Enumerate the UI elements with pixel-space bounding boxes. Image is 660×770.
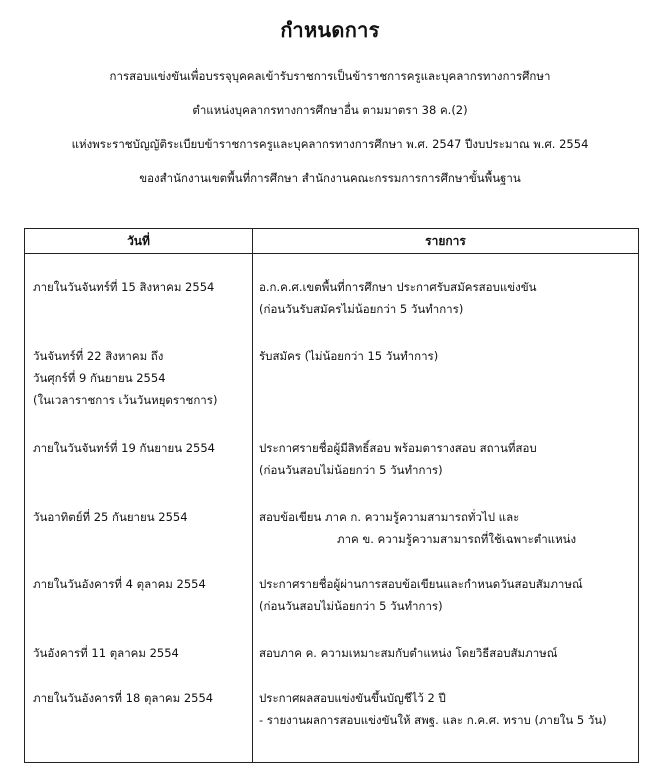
date-line: ภายในวันจันทร์ที่ 15 สิงหาคม 2554 xyxy=(33,280,215,294)
item-cell xyxy=(259,345,634,367)
date-line: ภายในวันจันทร์ที่ 19 กันยายน 2554 xyxy=(33,441,215,455)
date-line: วันศุกร์ที่ 9 กันยายน 2554 xyxy=(33,371,166,385)
header-item: รายการ xyxy=(425,234,466,248)
item-line: (ก่อนวันรับสมัครไม่น้อยกว่า 5 วันทำการ) xyxy=(259,302,464,316)
date-line: ภายในวันอังคารที่ 18 ตุลาคม 2554 xyxy=(33,691,214,705)
subtitle-line-1: การสอบแข่งขันเพื่อบรรจุบุคคลเข้ารับราชการเป็นข้าราชการครูและบุคลากรทางการศึกษา xyxy=(109,69,551,83)
item-line: สอบข้อเขียน ภาค ก. ความรู้ความสามารถทั่วไป และ xyxy=(259,510,520,524)
item-cell xyxy=(259,642,634,664)
item-line: ประกาศรายชื่อผู้มีสิทธิ์สอบ พร้อมตารางสอบ สถานที่สอบ xyxy=(259,441,537,455)
item-line: ประกาศรายชื่อผู้ผ่านการสอบข้อเขียนและกำหนดวันสอบสัมภาษณ์ xyxy=(259,577,583,591)
item-line: สอบภาค ค. ความเหมาะสมกับตำแหน่ง โดยวิธีสอบสัมภาษณ์ xyxy=(259,646,558,660)
item-line: รับสมัคร (ไม่น้อยกว่า 15 วันทำการ) xyxy=(259,349,439,363)
column-divider xyxy=(252,229,253,762)
subtitle-line-3: แห่งพระราชบัญญัติระเบียบข้าราชการครูและบุคลากรทางการศึกษา พ.ศ. 2547 ปีงบประมาณ พ.ศ. 2554 xyxy=(71,137,589,151)
date-line: (ในเวลาราชการ เว้นวันหยุดราชการ) xyxy=(33,393,218,407)
date-cell xyxy=(33,642,248,664)
page-title: กำหนดการ xyxy=(280,18,380,42)
schedule-table xyxy=(24,228,639,763)
item-cell xyxy=(259,506,634,550)
date-line: วันอังคารที่ 11 ตุลาคม 2554 xyxy=(33,646,179,660)
header-date: วันที่ xyxy=(127,234,150,248)
date-line: วันจันทร์ที่ 22 สิงหาคม ถึง xyxy=(33,349,164,363)
date-line: วันอาทิตย์ที่ 25 กันยายน 2554 xyxy=(33,510,188,524)
date-cell xyxy=(33,276,248,298)
date-cell xyxy=(33,345,248,411)
item-cell xyxy=(259,276,634,320)
item-line: ประกาศผลสอบแข่งขันขึ้นบัญชีไว้ 2 ปี xyxy=(259,691,446,705)
subtitle-line-4: ของสำนักงานเขตพื้นที่การศึกษา สำนักงานคณะกรรมการการศึกษาขั้นพื้นฐาน xyxy=(139,171,521,185)
date-cell xyxy=(33,573,248,595)
item-cell xyxy=(259,687,634,731)
item-line: ภาค ข. ความรู้ความสามารถที่ใช้เฉพาะตำแหน่ง xyxy=(337,532,577,546)
subtitle-line-2: ตำแหน่งบุคลากรทางการศึกษาอื่น ตามมาตรา 38 ค.(2) xyxy=(192,103,468,117)
date-cell xyxy=(33,437,248,459)
date-line: ภายในวันอังคารที่ 4 ตุลาคม 2554 xyxy=(33,577,206,591)
item-cell xyxy=(259,573,634,617)
item-line: อ.ก.ค.ศ.เขตพื้นที่การศึกษา ประกาศรับสมัครสอบแข่งขัน xyxy=(259,280,537,294)
date-cell xyxy=(33,506,248,528)
item-line: (ก่อนวันสอบไม่น้อยกว่า 5 วันทำการ) xyxy=(259,599,443,613)
date-cell xyxy=(33,687,248,709)
item-line: (ก่อนวันสอบไม่น้อยกว่า 5 วันทำการ) xyxy=(259,463,443,477)
item-line: - รายงานผลการสอบแข่งขันให้ สพฐ. และ ก.ค.ศ. ทราบ (ภายใน 5 วัน) xyxy=(259,713,607,727)
item-cell xyxy=(259,437,634,481)
header-divider xyxy=(25,253,638,254)
